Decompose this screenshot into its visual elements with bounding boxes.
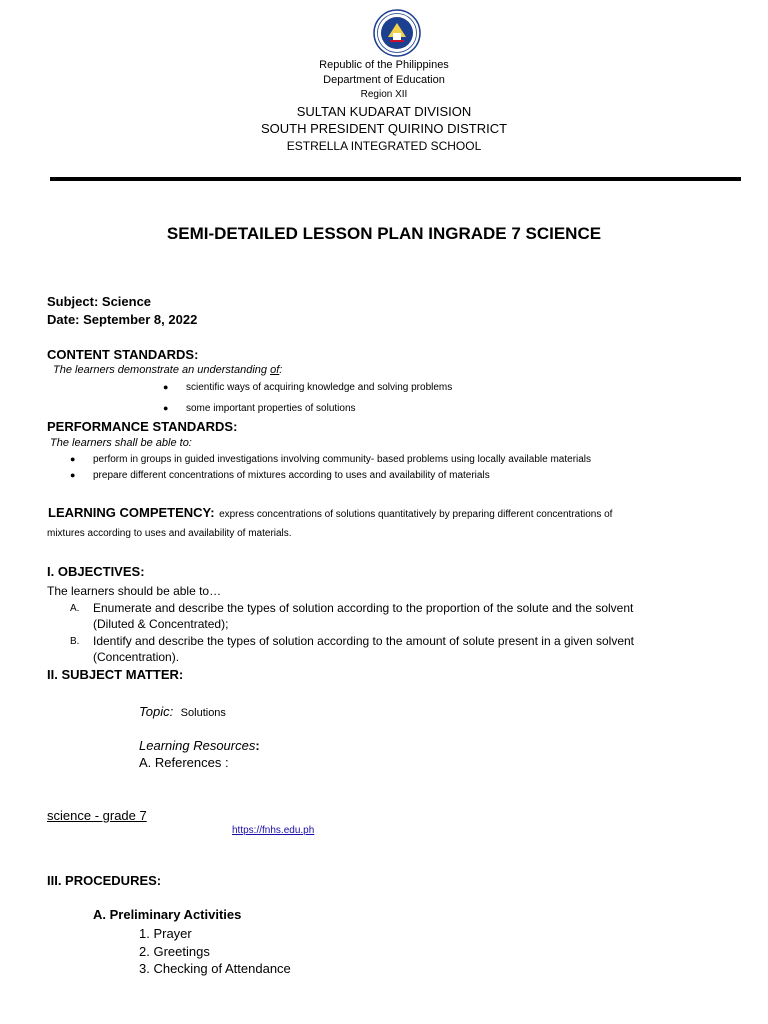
content-standard-item: scientific ways of acquiring knowledge and solving problems <box>186 382 453 393</box>
learning-competency-text: express concentrations of solutions quantitatively by preparing different concentrations of <box>219 509 613 520</box>
topic-label: Topic: <box>139 704 174 719</box>
objective-item: Identify and describe the types of solution according to the amount of solute present in a given solvent <box>93 634 635 648</box>
performance-standards-heading: PERFORMANCE STANDARDS: <box>47 419 238 434</box>
date-line: Date: September 8, 2022 <box>47 312 198 327</box>
objectives-heading: I. OBJECTIVES: <box>47 564 145 579</box>
procedure-step: 3. Checking of Attendance <box>139 961 291 976</box>
bullet-icon: ● <box>163 403 169 413</box>
content-standards-heading: CONTENT STANDARDS: <box>47 347 199 362</box>
objective-marker: B. <box>70 636 80 647</box>
learning-competency <box>48 504 612 522</box>
objectives-intro: The learners should be able to… <box>47 584 222 598</box>
learning-resources-line: Learning Resources: <box>139 738 260 753</box>
district-line: SOUTH PRESIDENT QUIRINO DISTRICT <box>260 121 508 136</box>
region-line: Region XII <box>360 89 408 100</box>
learning-resources-label: Learning Resources <box>139 738 256 753</box>
topic-line <box>139 703 226 721</box>
bullet-icon: ● <box>70 454 76 464</box>
topic-value: Solutions <box>180 707 226 719</box>
department-line: Department of Education <box>323 74 445 86</box>
objective-marker: A. <box>70 603 80 614</box>
reference-link[interactable]: https://fnhs.edu.ph <box>232 825 315 836</box>
performance-standards-intro: The learners shall be able to: <box>50 437 192 449</box>
content-standard-item: some important properties of solutions <box>186 403 356 414</box>
preliminary-activities-heading: A. Preliminary Activities <box>93 907 242 922</box>
learning-competency-text-cont: mixtures according to uses and availability of materials. <box>47 528 292 539</box>
bullet-icon: ● <box>70 470 76 480</box>
performance-standard-item: perform in groups in guided investigations involving community- based problems using locally available materials <box>93 454 592 465</box>
references-heading: A. References : <box>139 755 229 770</box>
page-title: SEMI-DETAILED LESSON PLAN INGRADE 7 SCIENCE <box>166 224 602 243</box>
procedure-step: 2. Greetings <box>139 944 210 959</box>
content-standards-intro: The learners demonstrate an understanding of: <box>53 364 283 376</box>
performance-standard-item: prepare different concentrations of mixtures according to uses and availability of materials <box>93 470 490 481</box>
subject-matter-heading: II. SUBJECT MATTER: <box>47 667 184 682</box>
procedures-heading: III. PROCEDURES: <box>47 873 162 888</box>
objective-item-cont: (Diluted & Concentrated); <box>93 617 229 631</box>
header-divider <box>50 177 741 181</box>
deped-seal-logo <box>373 9 421 57</box>
division-line: SULTAN KUDARAT DIVISION <box>296 104 472 119</box>
objective-item-cont: (Concentration). <box>93 650 180 664</box>
republic-line: Republic of the Philippines <box>319 59 449 71</box>
bullet-icon: ● <box>163 382 169 392</box>
procedure-step: 1. Prayer <box>139 926 192 941</box>
school-line: ESTRELLA INTEGRATED SCHOOL <box>286 139 482 153</box>
learning-competency-label: LEARNING COMPETENCY: <box>48 505 215 520</box>
objective-item: Enumerate and describe the types of solution according to the proportion of the solute and the solvent <box>93 601 634 615</box>
subject-line: Subject: Science <box>47 294 152 309</box>
reference-title: science - grade 7 <box>47 808 147 823</box>
